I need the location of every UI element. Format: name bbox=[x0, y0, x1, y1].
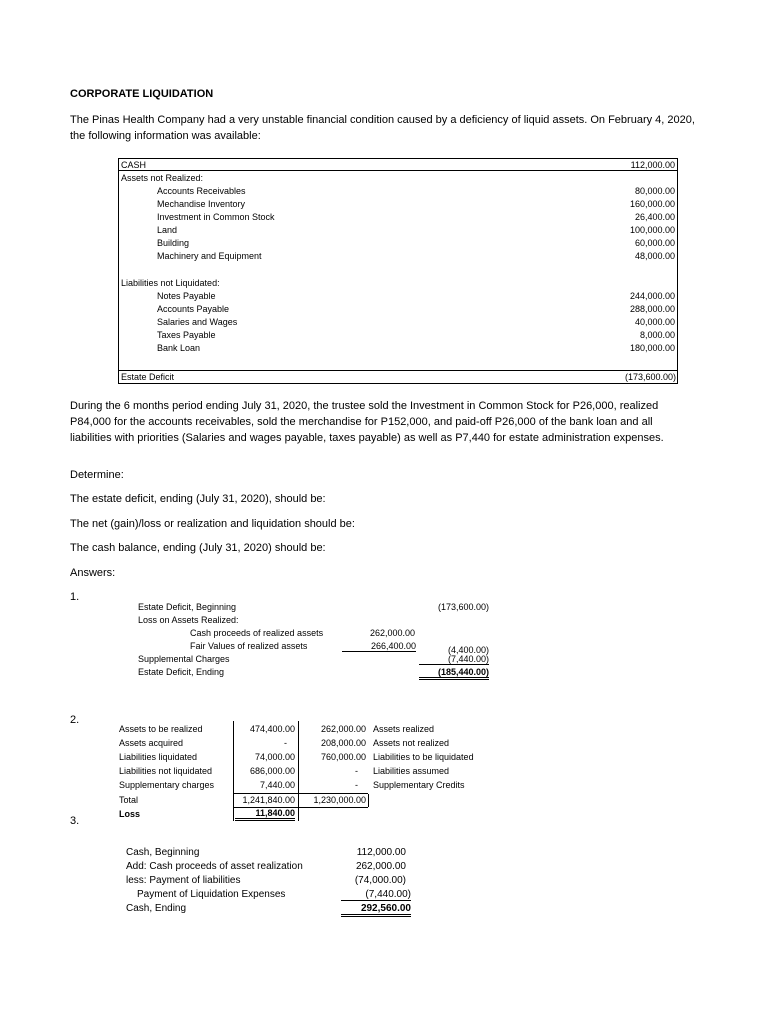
statement-divider bbox=[118, 370, 678, 371]
a3-row-label: less: Payment of liabilities bbox=[126, 875, 241, 886]
question-2: The net (gain)/loss or realization and liquidation should be: bbox=[70, 518, 355, 530]
t-right-label: Supplementary Credits bbox=[373, 780, 465, 790]
a3-row-label: Add: Cash proceeds of asset realization bbox=[126, 861, 303, 872]
asset-value: 80,000.00 bbox=[634, 186, 675, 196]
t-loss-value: 11,840.00 bbox=[235, 808, 295, 821]
t-left-value: - bbox=[284, 738, 287, 748]
assets-header: Assets not Realized: bbox=[121, 173, 204, 183]
t-right-value: - bbox=[355, 780, 358, 790]
a3-row-value: (74,000.00) bbox=[354, 875, 406, 886]
t-total-right: 1,230,000.00 bbox=[313, 795, 366, 805]
a1-fair-label: Fair Values of realized assets bbox=[190, 641, 308, 651]
t-loss-label: Loss bbox=[119, 809, 141, 819]
a1-fair-value: 266,400.00 bbox=[342, 641, 416, 652]
cash-value: 112,000.00 bbox=[630, 160, 675, 170]
a1-beginning-label: Estate Deficit, Beginning bbox=[138, 602, 237, 612]
a3-ending-value: 292,560.00 bbox=[341, 903, 411, 917]
statement-divider bbox=[118, 170, 678, 171]
t-account-right-border bbox=[368, 794, 369, 807]
t-total-left: 1,241,840.00 bbox=[242, 795, 295, 805]
t-left-value: 74,000.00 bbox=[254, 752, 295, 762]
t-left-value: 474,400.00 bbox=[249, 724, 295, 734]
liability-label: Accounts Payable bbox=[157, 304, 230, 314]
liability-value: 180,000.00 bbox=[629, 343, 675, 353]
answer-number: 3. bbox=[70, 815, 80, 827]
t-left-label: Assets to be realized bbox=[119, 724, 203, 734]
a3-row-value: 112,000.00 bbox=[356, 847, 406, 858]
a1-ending-label: Estate Deficit, Ending bbox=[138, 667, 225, 677]
asset-label: Accounts Receivables bbox=[157, 186, 246, 196]
t-account-total-rule bbox=[233, 793, 368, 794]
t-right-label: Assets not realized bbox=[373, 738, 450, 748]
t-right-label: Liabilities assumed bbox=[373, 766, 450, 776]
t-left-label: Assets acquired bbox=[119, 738, 184, 748]
liability-value: 288,000.00 bbox=[629, 304, 675, 314]
t-total-label: Total bbox=[119, 795, 139, 805]
determine-label: Determine: bbox=[70, 469, 124, 481]
a1-ending-value: (185,440.00) bbox=[419, 667, 489, 680]
t-left-label: Liabilities liquidated bbox=[119, 752, 198, 762]
t-right-value: - bbox=[355, 766, 358, 776]
asset-value: 160,000.00 bbox=[629, 199, 675, 209]
question-1: The estate deficit, ending (July 31, 2020), should be: bbox=[70, 493, 326, 505]
t-account-divider bbox=[298, 721, 299, 821]
answer-number: 2. bbox=[70, 714, 80, 726]
a3-row-value: (7,440.00) bbox=[341, 889, 411, 901]
t-account-left-border bbox=[233, 721, 234, 821]
liability-label: Salaries and Wages bbox=[157, 317, 238, 327]
t-left-label: Supplementary charges bbox=[119, 780, 215, 790]
a3-row-label: Cash, Ending bbox=[126, 903, 187, 914]
t-left-label: Liabilities not liquidated bbox=[119, 766, 213, 776]
t-left-value: 7,440.00 bbox=[259, 780, 295, 790]
asset-label: Investment in Common Stock bbox=[157, 212, 275, 222]
a3-row-value: 262,000.00 bbox=[355, 861, 406, 872]
liabilities-header: Liabilities not Liquidated: bbox=[121, 278, 220, 288]
a3-row-label: Payment of Liquidation Expenses bbox=[137, 889, 286, 900]
a1-supp-value: (7,440.00) bbox=[419, 654, 489, 665]
liability-value: 40,000.00 bbox=[634, 317, 675, 327]
answer-number: 1. bbox=[70, 591, 80, 603]
liability-value: 244,000.00 bbox=[629, 291, 675, 301]
asset-label: Mechandise Inventory bbox=[157, 199, 246, 209]
t-right-label: Assets realized bbox=[373, 724, 435, 734]
a1-beginning-value: (173,600.00) bbox=[437, 602, 489, 612]
asset-value: 48,000.00 bbox=[634, 251, 675, 261]
a1-proceeds-value: 262,000.00 bbox=[369, 628, 415, 638]
a3-row-label: Cash, Beginning bbox=[126, 847, 200, 858]
liability-label: Taxes Payable bbox=[157, 330, 216, 340]
narrative-paragraph: During the 6 months period ending July 31, 2020, the trustee sold the Investment in Common Stock for P26,000, realized P84,000 for the accounts receivables, sold the merchandise for P152,000, and paid-off P26,000 of the bank loan and all liabilities with priorities (Salaries and wages payable, taxes payable) as well as P7,440 for estate administration expenses. bbox=[70, 400, 664, 444]
t-left-value: 686,000.00 bbox=[249, 766, 295, 776]
cash-label: CASH bbox=[121, 160, 147, 170]
t-right-value: 262,000.00 bbox=[320, 724, 366, 734]
asset-label: Land bbox=[157, 225, 178, 235]
a1-supp-label: Supplemental Charges bbox=[138, 654, 230, 664]
asset-label: Building bbox=[157, 238, 190, 248]
asset-label: Machinery and Equipment bbox=[157, 251, 262, 261]
question-3: The cash balance, ending (July 31, 2020) should be: bbox=[70, 542, 326, 554]
asset-value: 60,000.00 bbox=[634, 238, 675, 248]
a1-loss-label: Loss on Assets Realized: bbox=[138, 615, 239, 625]
t-right-label: Liabilities to be liquidated bbox=[373, 752, 474, 762]
deficit-value: (173,600.00) bbox=[624, 372, 676, 382]
t-right-value: 760,000.00 bbox=[320, 752, 366, 762]
answers-label: Answers: bbox=[70, 567, 116, 579]
asset-value: 100,000.00 bbox=[629, 225, 675, 235]
liability-label: Notes Payable bbox=[157, 291, 216, 301]
a1-proceeds-label: Cash proceeds of realized assets bbox=[190, 628, 324, 638]
a1-loss-value: (4,400.00) bbox=[447, 645, 489, 655]
page-title: CORPORATE LIQUIDATION bbox=[70, 88, 214, 100]
liability-label: Bank Loan bbox=[157, 343, 201, 353]
asset-value: 26,400.00 bbox=[634, 212, 675, 222]
liability-value: 8,000.00 bbox=[639, 330, 675, 340]
intro-paragraph: The Pinas Health Company had a very unstable financial condition caused by a deficiency of liquid assets. On February 4, 2020, the following information was available: bbox=[70, 114, 695, 142]
t-right-value: 208,000.00 bbox=[320, 738, 366, 748]
deficit-label: Estate Deficit bbox=[121, 372, 175, 382]
